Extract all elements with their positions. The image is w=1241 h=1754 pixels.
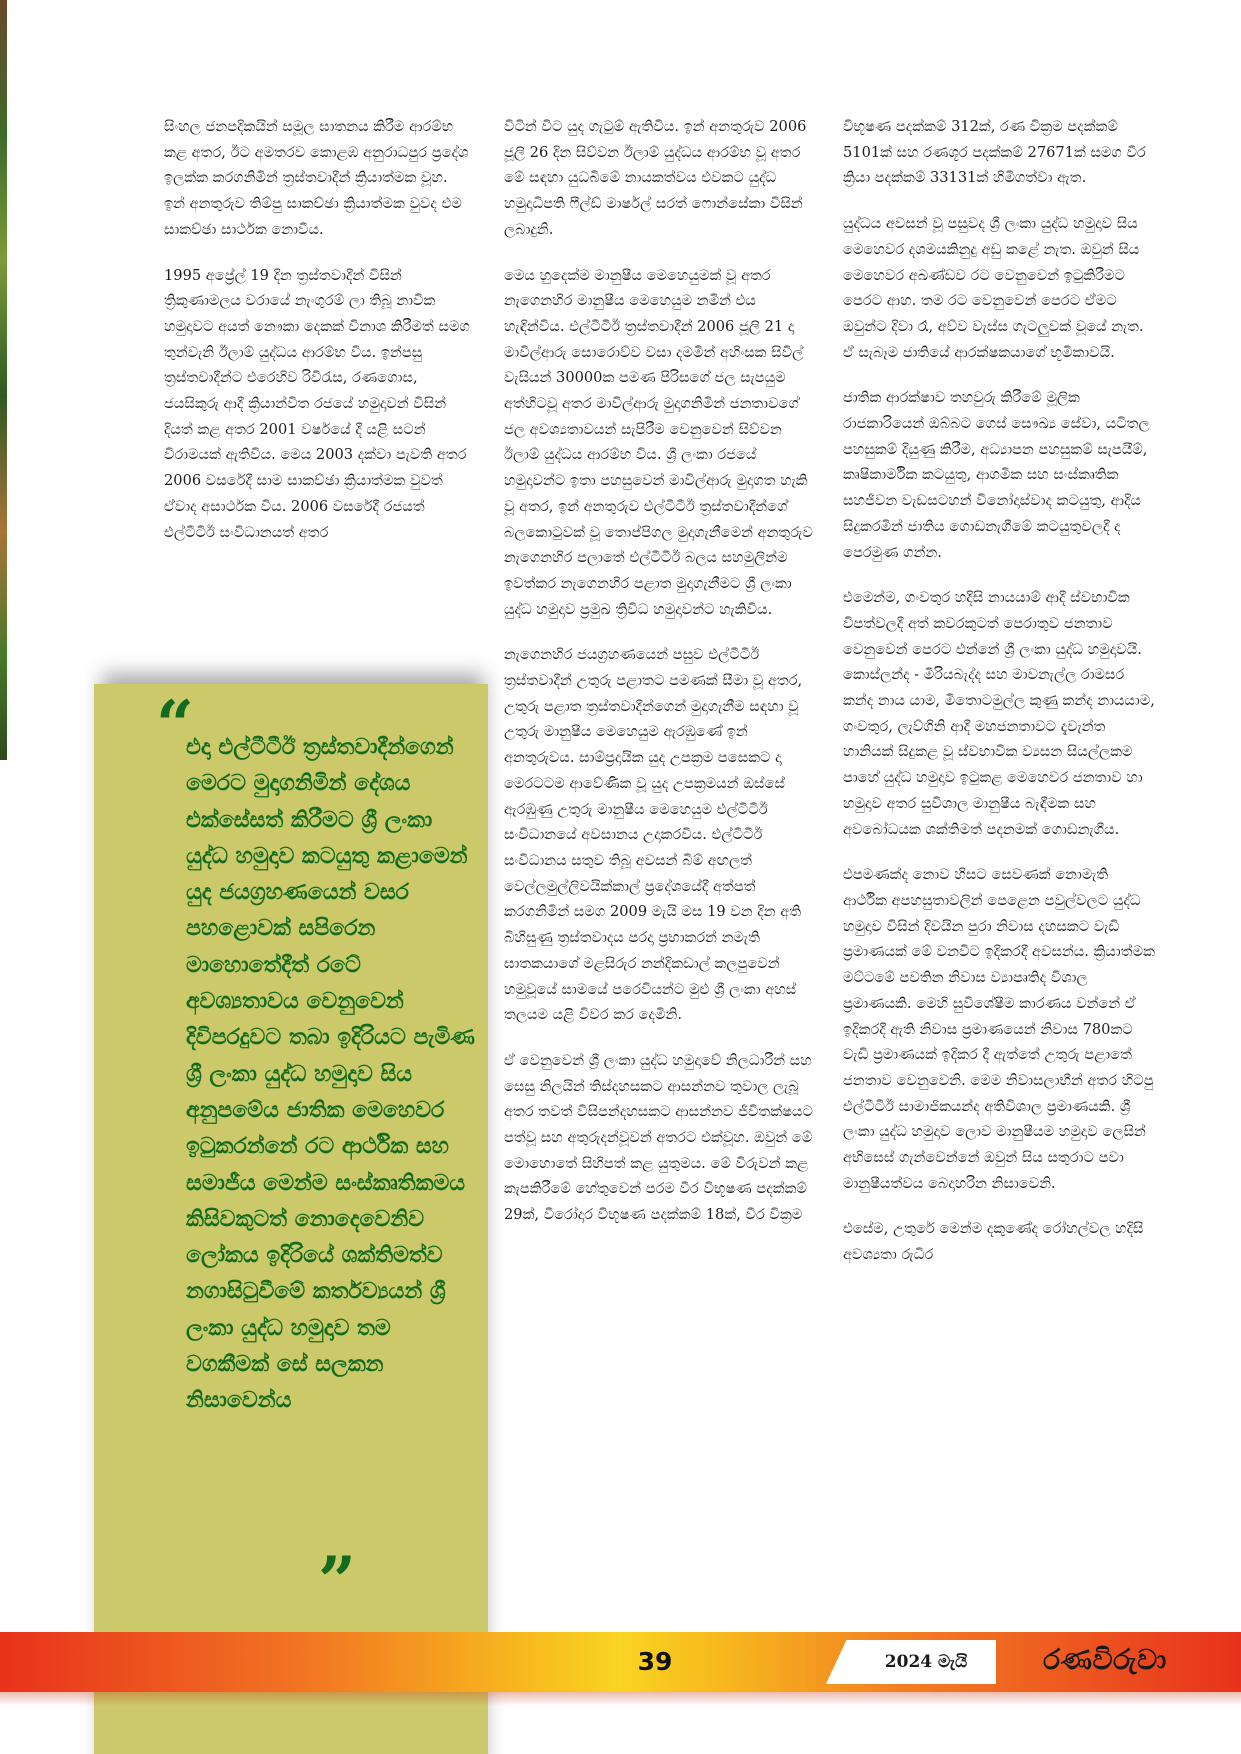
article-column-2	[504, 114, 818, 1248]
paragraph: එපමණක්ද නොව හිසට සෙවණක් නොමැති ආර්ථික අපහසුතාවලින් පෙළෙන පවුල්වලට යුද්ධ හමුදාව විසින් දිවයින පුරා නිවාස දහසකට වැඩි ප්‍රමාණයක් මේ වනවිට ඉදිකරදී අවසන්ය. ක්‍රියාත්මක මට්ටමේ පවතින නිවාස ව්‍යාපෘතිද විශාල ප්‍රමාණයකි. මෙහි සුවිශේෂීම කාරණය වන්නේ ඒ ඉදිකරදී ඇති නිවාස ප්‍රමාණයෙන් නිවාස 780කට වැඩි ප්‍රමාණයක් ඉදිකර දී ඇත්තේ උතුරු පළාතේ ජනතාව වෙනුවෙනි. මෙම නිවාසලාභීන් අතර හිටපු එල්ටීටීඊ සාමාජිකයන්ද අතිවිශාල ප්‍රමාණයකි. ශ්‍රී ලංකා යුද්ධ හමුදාව ලොව මානුෂීයම හමුදාව ලෙසින් අභිසෙස් ගැන්වෙන්නේ ඔවුන් සිය සතුරාට පවා මානුෂීයත්වය බෙදාහරින නිසාවෙනි.	[843, 866, 1155, 1192]
paragraph: එසේම, උතුරේ මෙන්ම දකුණේද රෝහල්වල හදිසි අවශ්‍යතා රුධිර	[843, 1220, 1144, 1264]
paragraph: 1995 අප්‍රේල් 19 දින ත්‍රස්තවාදීන් විසින් ත්‍රිකුණාමලය වරායේ නැංගුරම් ලා තිබූ නාවික හමුදාවට අයත් නෞකා දෙකක් විනාශ කිරීමත් සමග තුන්වැනි ඊලාම් යුද්ධය ආරම්භ විය. ඉන්පසු ත්‍රස්තවාදීන්ට එරෙහිව රිවිරැස, රණගොස, ජයසිකුරු ආදී ක්‍රියාන්විත රජයේ හමුදාවන් විසින් දියත් කළ අතර 2001 වර්ෂයේ දී යළි සටන් විරාමයක් ඇතිවිය. මෙය 2003 දක්වා පැවති අතර 2006 වසරේදී සාම සාකච්ඡා ක්‍රියාත්මක වුවත් ඒවාද අසාර්ථක විය. 2006 වසරේදී රජයත් එල්ටීටීඊ සංවිධානයත් අතර	[164, 266, 470, 541]
open-quote-icon: “	[156, 686, 194, 764]
paragraph: සිංහල ජනපදිකයින් සමූල ඝාතනය කිරීම ආරම්භ කළ අතර, ඊට අමතරව කොළඹ අනුරාධපුර ප්‍රදේශ ඉලක්ක කරගනිමින් ත්‍රස්තවාදීන් ක්‍රියාත්මක වූහ. ඉන් අනතුරුව තිම්පු සාකච්ඡා ක්‍රියාත්මක වුවද එම සාකච්ඡා සාර්ථක නොවීය.	[164, 118, 469, 238]
paragraph: ඒ වෙනුවෙන් ශ්‍රී ලංකා යුද්ධ හමුදාවේ නිලධාරීන් සහ සෙසු නිලයින් තිස්දහසකට ආසන්නව තුවාල ලැබූ අතර තවත් විසිපන්දහසකට ආසන්නව ජීවිතක්ෂයට පත්වූ සහ අතුරුදන්වූවන් අතරට එක්වූහ. ඔවුන් මේ මොහොතේ සිහිපත් කළ යුතුමය. මේ විරුවන් කළ කැපකිරීමේ හේතුවෙන් පරම වීර විභූෂණ පදක්කම් 29ක්, වීරෝදාර විභූෂණ පදක්කම් 18ක්, වීර වික්‍රම	[504, 1051, 814, 1224]
magazine-logo: රණවිරුවා	[1043, 1643, 1167, 1676]
article-column-3	[843, 114, 1155, 1288]
article-column-1	[164, 114, 472, 565]
paragraph: විටින් විට යුද ගැටුම් ඇතිවිය. ඉන් අනතුරුව 2006 ජූලි 26 දින සිව්වන ඊලාම් යුද්ධය ආරම්භ වූ අතර මේ සඳහා යුධබිමේ නායකත්වය එවකට යුද්ධ හමුදාධිපති ෆීල්ඩ් මාර්ෂල් සරත් ෆොන්සේකා විසින් ලබාදුනි.	[504, 118, 807, 238]
close-quote-icon: ”	[318, 1542, 356, 1620]
photo-edge-strip	[0, 0, 7, 760]
page-number: 39	[637, 1647, 673, 1676]
paragraph: මෙය හුදෙක්ම මානුෂීය මෙහෙයුමක් වූ අතර නැගෙනහිර මානුෂීය මෙහෙයුම නමින් එය හැඳින්විය. එල්ටීටීඊ ත්‍රස්තවාදීන් 2006 ජූලි 21 දා මාවිල්ආරු සොරොව්ව වසා දමමින් අහිංසක සිවිල් වැසියන් 30000ක පමණ පිරිසගේ ජල සැපයුම අත්හිටවූ අතර මාවිල්ආරු මුදාගනිමින් ජනතාවගේ ජල අවශ්‍යතාවයන් සැපිරීම වෙනුවෙන් සිව්වන ඊලාම් යුද්ධය ආරම්භ විය. ශ්‍රී ලංකා රජයේ හමුදාවන්ට ඉතා පහසුවෙන් මාවිල්ආරු මුදාගත හැකි වූ අතර, ඉන් අනතුරුව එල්ටීටීඊ ත්‍රස්තවාදීන්ගේ බලකොටුවක් වූ තොප්පිගල මුදාගැනීමෙන් අනතුරුව නැගෙනහිර පලාතේ එල්ටීටීඊ බලය සහමුලින්ම ඉවත්කර නැගෙනහිර පළාත මුදාගැනීමට ශ්‍රී ලංකා යුද්ධ හමුදාව ප්‍රමුඛ ත්‍රිවිධ හමුදාවන්ට හැකිවිය.	[504, 266, 813, 618]
footer-shadow	[0, 1692, 1241, 1706]
paragraph: යුද්ධය අවසන් වූ පසුවද ශ්‍රී ලංකා යුද්ධ හමුදාව සිය මෙහෙවර දශමයකිනුදු අඩු කළේ නැත. ඔවුන් සිය මෙහෙවර අඛණ්ඩව රට වෙනුවෙන් ඉටුකිරීමට පෙරට ආහ. තම රට වෙනුවෙන් පෙරට ඒමට ඔවුන්ට දිවා රෑ, අව්ව වැස්ස ගැටලුවක් වූයේ නැත. ඒ සැබෑම ජාතියේ ආරක්ෂකයාගේ භූමිකාවයි.	[843, 215, 1144, 361]
paragraph: විභූෂණ පදක්කම් 312ක්, රණ වික්‍රම පදක්කම් 5101ක් සහ රණශූර පදක්කම් 27671ක් සමග වීර ක්‍රියා පදක්කම් 33131ක් හිමිගත්වා ඇත.	[843, 118, 1146, 187]
paragraph: එමෙන්ම, ගංවතුර හදිසි නායයාම් ආදී ස්වභාවික විපත්වලදී අත් කවරකුටත් පෙරාතුව ජනතාව වෙනුවෙන් පෙරට එන්නේ ශ්‍රී ලංකා යුද්ධ හමුදාවයි. කොස්ලන්ද - මීරියබැද්ද සහ මාවනැල්ල රාමසර කන්ද නාය යාම, මීතොටමුල්ල කුණු කන්ද නායයාම, ගංවතුර, ලැව්ගිනි ආදී මහජනතාවට දැවැන්ත හානියක් සිදුකළ වූ ස්වභාවික ව්‍යසන සියල්ලකම පාහේ යුද්ධ හමුදාව ඉටුකළ මෙහෙවර ජනතාව හා හමුදාව අතර සුවිශාල මානුෂීය බැඳීමක සහ අවබෝධයක ශක්තිමත් පදනමක් ගොඩනැගීය.	[843, 589, 1155, 838]
pull-quote-text: එදා එල්ටීටීඊ ත්‍රස්තවාදීන්ගෙන් මෙරට මුදාගනිමින් දේශය එක්සේසත් කිරීමට ශ්‍රී ලංකා යුද්ධ හමුදාව කටයුතු කළාමෙන් යුද ජයග්‍රහණයෙන් වසර පහළොවක් සපිරෙන මාහොතේදීත් රටේ අවශ්‍යතාවය වෙනුවෙන් දිවිපරදුවට තබා ඉදිරියට පැමිණ ශ්‍රී ලංකා යුද්ධ හමුදාව සිය අනුපමේය ජාතික මෙහෙවර ඉටුකරන්නේ රට ආර්ථික සහ සමාජීය මෙන්ම සංස්කෘතිකමය කිසිවකුටත් නොදෙවෙනිව ලෝකය ඉදිරියේ ශක්තිමත්ව නගාසිටුවීමේ කර්තව්‍යයන් ශ්‍රී ලංකා යුද්ධ හමුදාව තම වගකීමක් සේ සලකන නිසාවෙන්ය	[186, 735, 476, 1414]
paragraph: නැගෙනහිර ජයග්‍රහණයෙන් පසුව එල්ටීටීඊ ත්‍රස්තවාදීන් උතුරු පළාතට පමණක් සීමා වූ අතර, උතුරු පළාත ත්‍රස්තවාදීන්ගෙන් මුදාගැනීම සඳහා වූ උතුරු මානුෂීය මෙහෙයුම ඇරඹුණේ ඉන් අනතුරුවය. සාම්ප්‍රදායික යුද උපක්‍රම පසෙකට දා මෙරටටම ආවේණික වූ යුද උපක්‍රමයන් ඔස්සේ ඇරඹුණු උතුරු මානුෂීය මෙහෙයුම එල්ටීටීඊ සංවිධානයේ අවසානය උදාකරවිය. එල්ටීටීඊ සංවිධානය සතුව තිබූ අවසන් බිම් අඟලත් වෙල්ලමුල්ලිවයික්කාල් ප්‍රදේශයේදී අත්පත් කරගනිමින් සමග 2009 මැයි මස 19 වන දින අති බිහිසුණු ත්‍රස්තවාදය පරදා ප්‍රභාකරන් නමැති ඝාතකයාගේ මළසිරුර නන්දිකඩාල් කලපුවෙන් හමුවූයේ සාමයේ පරෙවියන්ට මුළු ශ්‍රී ලංකා අහස් තලයම යළි විවර කර දෙමිනි.	[504, 646, 803, 1024]
paragraph: ජාතික ආරක්ෂාව තහවුරු කිරීමේ මූලික රාජකාරියෙන් ඔබ්බට ගෙස් සෞඛ්‍ය සේවා, යටිතල පහසුකම් දියුණු කිරීම, අධ්‍යාපන පහසුකම් සැපයීම්, කෘෂිකාර්මික කටයුතු, ආගමික සහ සංස්කෘතික සහජීවන වැඩසටහන් විනෝදාස්වාද කටයුතු, ආදිය සිදුකරමින් ජාතිය ගොඩනැගීමේ කටයුතුවලදී ද පෙරමුණ ගන්න.	[843, 389, 1150, 561]
issue-date: 2024 මැයි	[884, 1652, 968, 1672]
